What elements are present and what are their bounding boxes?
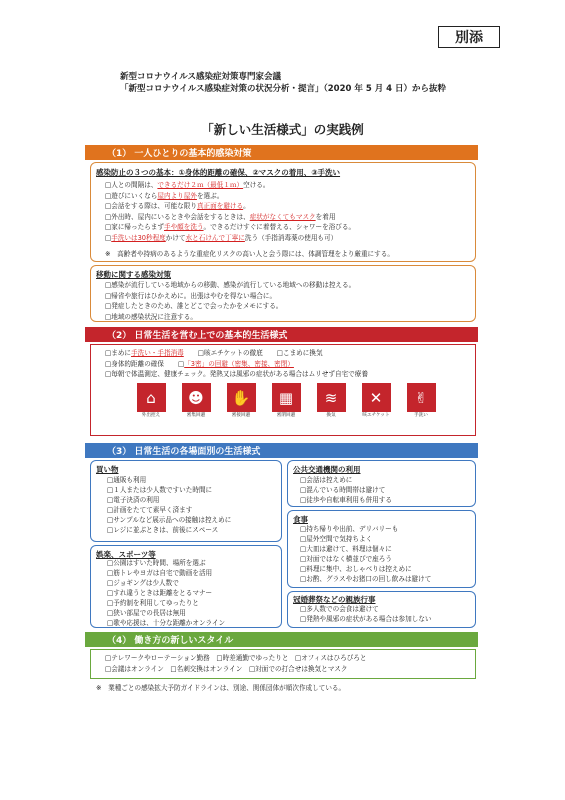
list-item: [105, 370, 368, 378]
list-item: □会議はオンライン □名刺交換はオンライン □対面での打合せは換気とマスク: [105, 664, 348, 673]
item-text: □: [105, 233, 112, 242]
list-item: □感染が流行している地域からの移動、感染が流行している地域への移動は控える。: [105, 281, 356, 289]
list-item: □料理に集中、おしゃべりは控えめに: [300, 565, 412, 573]
emphasis-text: 手洗い・手指消毒: [131, 349, 184, 357]
list-item: □ジョギングは少人数で: [107, 579, 179, 587]
icon-tile: [358, 383, 394, 418]
page-title: 「新しい生活様式」の実践例: [201, 122, 364, 137]
attachment-tag: 別添: [438, 26, 500, 48]
shopping-list: [107, 475, 231, 535]
list-item: □発症したときのため、誰とどこで会ったかをメモにする。: [105, 302, 283, 311]
travel-measures-title: 移動に関する感染対策: [96, 270, 171, 279]
work-style-list: [105, 653, 366, 674]
section3-heading: （3） 日常生活の各場面別の生活様式: [85, 443, 478, 458]
icon-label: 咳エチケット: [362, 413, 390, 418]
list-item: □徒歩や自転車利用も併用する: [300, 496, 392, 504]
list-item: □予約制を利用してゆったりと: [107, 599, 199, 607]
list-item: [105, 360, 164, 368]
ceremony-title: 冠婚葬祭などの親族行事: [293, 595, 376, 604]
emphasis-text: 屋内より屋外: [157, 191, 197, 200]
list-item: □１人または少人数ですいた時間に: [107, 486, 213, 494]
item-text: □会話をする際は、可能な限り: [105, 202, 197, 211]
ventilation-icon: ≋: [317, 383, 346, 412]
footer-note: ※ 業種ごとの感染拡大予防ガイドラインは、別途、関係団体が順次作成している。: [96, 684, 346, 692]
list-item: □狭い部屋での長居は無用: [107, 609, 186, 617]
section4-heading: （4） 働き方の新しいスタイル: [85, 632, 478, 647]
emphasis-text: 手や顔を洗う: [163, 223, 204, 232]
list-item: [277, 349, 323, 357]
list-item: [105, 191, 355, 202]
list-item: □会話は控えめに: [300, 476, 353, 484]
avoid-close-contact-icon: ✋: [227, 383, 256, 412]
outing-restraint-icon: ⌂: [137, 383, 166, 412]
item-text: 洗う（手指消毒薬の使用も可）: [244, 233, 338, 242]
basic-measures-title: 感染防止の３つの基本：①身体的距離の確保、②マスクの着用、③手洗い: [96, 168, 341, 177]
travel-measures-list: [105, 280, 355, 322]
leisure-title: 娯楽、スポーツ等: [96, 550, 156, 559]
emphasis-text: できるだけ２ｍ（最低１ｍ）: [157, 181, 244, 189]
icon-tile: [268, 383, 304, 418]
list-item: [178, 360, 294, 368]
list-item: □帰省や旅行はひかえめに。出張はやむを得ない場合に。: [105, 291, 277, 300]
transport-title: 公共交通機関の利用: [293, 465, 361, 474]
icon-label: 手洗い: [414, 413, 428, 418]
item-text: を選ぶ。: [196, 191, 224, 200]
basic-measures-list: [105, 180, 355, 244]
work-style-box: [90, 649, 476, 679]
daily-basics-list: [105, 348, 382, 380]
transport-box: [287, 460, 476, 507]
icon-strip: [133, 383, 439, 418]
list-item: □屋外空間で気持ちよく: [300, 535, 373, 543]
icon-label: 換気: [326, 413, 336, 418]
list-row: [105, 348, 382, 359]
list-item: □持ち帰りや出前、デリバリーも: [300, 525, 399, 533]
list-item: [105, 233, 355, 244]
list-item: □公園はすいた時間、場所を選ぶ: [107, 559, 206, 567]
list-item: □歌や応援は、十分な距離かオンライン: [107, 619, 226, 627]
list-item: □通販も利用: [107, 476, 147, 484]
shopping-box: [90, 460, 282, 542]
ceremony-box: [287, 591, 476, 628]
list-item: □発熱や風邪の症状がある場合は参加しない: [300, 615, 432, 623]
leisure-list: [107, 558, 225, 628]
emphasis-text: 「3密」の回避（密集、密接、密閉）: [184, 359, 294, 368]
item-text: □身体的距離の確保: [105, 359, 164, 368]
list-item: [105, 201, 355, 212]
icon-tile: [223, 383, 259, 418]
item-text: □遊びにいくなら: [105, 191, 158, 200]
leisure-box: [90, 545, 282, 628]
item-text: を着用: [315, 212, 336, 221]
transport-list: [300, 475, 392, 505]
item-text: □人との間隔は、: [105, 181, 158, 189]
item-text: □外出時、屋内にいるときや会話をするときは、: [105, 212, 250, 221]
travel-measures-box: [90, 265, 476, 322]
list-item: □サンプルなど展示品への接触は控えめに: [107, 516, 232, 524]
icon-tile: [133, 383, 169, 418]
emphasis-text: 症状がなくてもマスク: [249, 212, 316, 221]
item-text: □まめに: [105, 349, 132, 357]
header-line1: 新型コロナウイルス感染症対策専門家会議: [120, 72, 281, 82]
avoid-crowding-icon: ☻: [182, 383, 211, 412]
meal-list: [300, 524, 431, 584]
list-item: □混んでいる時間帯は避けて: [300, 486, 386, 494]
icon-tile: [403, 383, 439, 418]
icon-label: 密閉回避: [276, 413, 296, 418]
icon-label: 密接回避: [231, 413, 251, 418]
meal-box: [287, 510, 476, 588]
list-item: □多人数での会食は避けて: [300, 605, 379, 613]
item-text: 空ける。: [243, 181, 270, 189]
section2-heading: （2） 日常生活を営む上での基本的生活様式: [85, 327, 478, 342]
item-text: 。: [243, 202, 250, 211]
list-item: □レジに並ぶときは、前後にスペース: [107, 526, 219, 534]
list-item: □大皿は避けて、料理は個々に: [300, 545, 392, 553]
list-item: □計画をたてて素早く済ます: [107, 506, 193, 514]
item-text: □: [177, 359, 185, 368]
list-item: [198, 349, 263, 357]
list-item: □電子決済の利用: [107, 496, 160, 504]
hand-washing-icon: ✌: [407, 383, 436, 412]
list-item: □対面ではなく横並びで座ろう: [300, 555, 392, 563]
daily-basics-box: [90, 344, 476, 436]
emphasis-text: 真正面を避ける: [196, 202, 244, 211]
emphasis-text: 水と石けんで丁寧に: [185, 233, 245, 242]
list-row: [105, 369, 382, 380]
list-item: □すれ違うときは距離をとるマナー: [107, 589, 213, 597]
list-item: [105, 180, 355, 191]
basic-measures-box: [90, 162, 476, 262]
item-text: □家に帰ったらまず: [105, 223, 164, 232]
list-item: [105, 222, 355, 233]
icon-tile: [313, 383, 349, 418]
item-text: □毎朝で体温測定、健康チェック。発熱又は風邪の症状がある場合はムリせず自宅で療養: [105, 370, 368, 379]
item-text: □こまめに換気: [276, 349, 323, 357]
emphasis-text: 手洗いは30秒程度: [111, 233, 166, 242]
ceremony-list: [300, 604, 432, 624]
header-line2: 「新型コロナウイルス感染症対策の状況分析・提言」（2020 年 5 月 4 日）から抜粋: [120, 84, 447, 94]
meal-title: 食事: [293, 515, 308, 524]
section1-heading: （1） 一人ひとりの基本的感染対策: [85, 145, 478, 160]
list-item: □テレワークやローテーション勤務 □時差通勤でゆったりと □オフィスはひろびろと: [105, 654, 367, 662]
shopping-title: 買い物: [96, 465, 119, 474]
list-item: [105, 349, 184, 357]
list-item: [105, 212, 355, 223]
basic-measures-note: ※ 高齢者や持病のあるような重症化リスクの高い人と会う際には、体調管理をより厳重にする。: [105, 250, 394, 258]
list-item: □地域の感染状況に注意する。: [105, 312, 197, 321]
icon-label: 外出控え: [141, 413, 161, 418]
cough-etiquette-icon: ✕: [362, 383, 391, 412]
list-item: □筋トレやヨガは自宅で動画を活用: [107, 569, 213, 577]
icon-tile: [178, 383, 214, 418]
icon-label: 密集回避: [186, 413, 206, 418]
list-row: [105, 359, 382, 370]
item-text: 。できるだけすぐに着替える、シャワーを浴びる。: [203, 223, 356, 232]
avoid-closed-space-icon: ▦: [272, 383, 301, 412]
item-text: □咳エチケットの徹底: [197, 349, 263, 357]
list-item: □お酌、グラスやお猪口の回し飲みは避けて: [300, 575, 432, 583]
item-text: かけて: [165, 233, 186, 242]
